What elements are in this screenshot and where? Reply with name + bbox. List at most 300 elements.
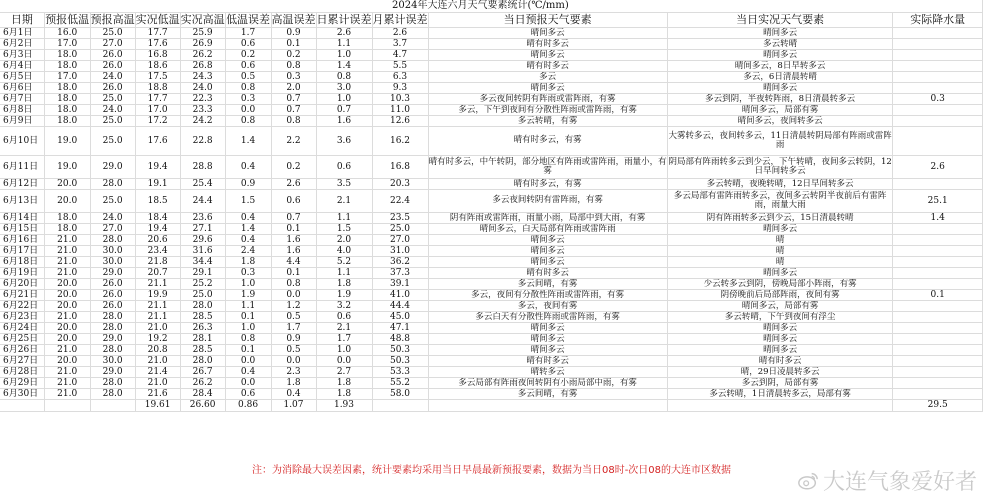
total-cell: 1.93 xyxy=(316,399,372,411)
table-row xyxy=(0,104,983,115)
condition-cell: 晴间多云 xyxy=(667,333,893,344)
value-cell: 25.0 xyxy=(90,93,135,104)
value-cell: 18.5 xyxy=(135,189,180,212)
value-cell: 26.8 xyxy=(180,60,225,71)
date-cell: 6月29日 xyxy=(0,377,44,388)
column-header: 日累计误差 xyxy=(316,12,372,26)
value-cell xyxy=(893,344,983,355)
value-cell: 16.8 xyxy=(372,155,428,178)
condition-cell: 多云间晴，有雾 xyxy=(428,278,667,289)
date-cell: 6月19日 xyxy=(0,267,44,278)
value-cell: 1.7 xyxy=(225,27,271,38)
value-cell: 0.3 xyxy=(225,267,271,278)
value-cell xyxy=(893,377,983,388)
value-cell: 30.0 xyxy=(90,355,135,366)
value-cell xyxy=(893,311,983,322)
value-cell: 50.3 xyxy=(372,355,428,366)
condition-cell: 多云到阴，半夜转阵雨，8日清晨转多云 xyxy=(667,93,893,104)
condition-cell: 晴间多云，夜间转多云 xyxy=(667,115,893,126)
value-cell: 0.8 xyxy=(271,278,316,289)
value-cell: 29.6 xyxy=(180,234,225,245)
value-cell: 0.3 xyxy=(271,71,316,82)
value-cell: 2.2 xyxy=(271,126,316,155)
value-cell: 34.4 xyxy=(180,256,225,267)
value-cell: 21.0 xyxy=(44,388,90,399)
value-cell: 0.0 xyxy=(225,377,271,388)
table-row xyxy=(0,115,983,126)
condition-cell: 晴有时多云 xyxy=(428,267,667,278)
value-cell: 0.6 xyxy=(316,311,372,322)
value-cell: 0.8 xyxy=(271,60,316,71)
value-cell: 1.4 xyxy=(316,60,372,71)
value-cell: 20.0 xyxy=(44,300,90,311)
value-cell xyxy=(893,126,983,155)
value-cell: 45.0 xyxy=(372,311,428,322)
value-cell: 26.0 xyxy=(90,60,135,71)
value-cell: 10.3 xyxy=(372,93,428,104)
total-cell: 0.86 xyxy=(225,399,271,411)
condition-cell: 晴间多云 xyxy=(428,82,667,93)
date-cell: 6月30日 xyxy=(0,388,44,399)
value-cell: 36.2 xyxy=(372,256,428,267)
value-cell: 9.3 xyxy=(372,82,428,93)
value-cell: 1.0 xyxy=(316,344,372,355)
condition-cell: 多云局部有雷阵雨转多云，夜间多云转阴半夜前后有雷阵雨，雨量大雨 xyxy=(667,189,893,212)
value-cell: 20.0 xyxy=(44,289,90,300)
value-cell: 26.0 xyxy=(90,82,135,93)
value-cell: 28.5 xyxy=(180,344,225,355)
value-cell: 17.2 xyxy=(135,115,180,126)
value-cell: 24.0 xyxy=(90,104,135,115)
value-cell: 1.0 xyxy=(316,49,372,60)
value-cell: 2.1 xyxy=(316,322,372,333)
value-cell: 18.6 xyxy=(135,60,180,71)
value-cell: 28.8 xyxy=(180,155,225,178)
value-cell: 39.1 xyxy=(372,278,428,289)
value-cell: 27.0 xyxy=(90,38,135,49)
table-row xyxy=(0,155,983,178)
value-cell: 1.1 xyxy=(316,212,372,223)
value-cell: 25.0 xyxy=(90,126,135,155)
total-cell xyxy=(90,399,135,411)
date-cell: 6月16日 xyxy=(0,234,44,245)
value-cell: 21.0 xyxy=(44,256,90,267)
table-row xyxy=(0,388,983,399)
value-cell: 2.6 xyxy=(372,27,428,38)
value-cell xyxy=(893,333,983,344)
value-cell xyxy=(893,234,983,245)
condition-cell: 多云夜间转阴有雷阵雨，有雾 xyxy=(428,189,667,212)
value-cell: 24.0 xyxy=(90,71,135,82)
value-cell: 5.5 xyxy=(372,60,428,71)
date-cell: 6月24日 xyxy=(0,322,44,333)
value-cell: 0.4 xyxy=(271,388,316,399)
value-cell: 0.0 xyxy=(316,355,372,366)
condition-cell: 多云转晴，1日清晨转多云，局部有雾 xyxy=(667,388,893,399)
value-cell: 24.0 xyxy=(180,82,225,93)
condition-cell: 多云，下午到夜间有分散性阵雨或雷阵雨，有雾 xyxy=(428,104,667,115)
value-cell: 28.4 xyxy=(180,388,225,399)
value-cell: 2.1 xyxy=(316,189,372,212)
value-cell: 0.5 xyxy=(271,344,316,355)
value-cell: 18.0 xyxy=(44,223,90,234)
table-row xyxy=(0,355,983,366)
value-cell: 1.5 xyxy=(225,189,271,212)
table-row xyxy=(0,189,983,212)
date-cell: 6月27日 xyxy=(0,355,44,366)
value-cell: 22.8 xyxy=(180,126,225,155)
value-cell: 0.9 xyxy=(271,27,316,38)
condition-cell: 晴间多云 xyxy=(428,333,667,344)
column-header: 高温误差 xyxy=(271,12,316,26)
value-cell: 3.6 xyxy=(316,126,372,155)
date-cell: 6月11日 xyxy=(0,155,44,178)
value-cell: 21.0 xyxy=(44,366,90,377)
value-cell: 17.0 xyxy=(44,38,90,49)
table-row xyxy=(0,178,983,189)
value-cell: 20.0 xyxy=(44,278,90,289)
weibo-logo-icon xyxy=(797,470,819,492)
date-cell: 6月20日 xyxy=(0,278,44,289)
value-cell xyxy=(893,322,983,333)
date-cell: 6月4日 xyxy=(0,60,44,71)
condition-cell: 晴间多云 xyxy=(428,245,667,256)
value-cell: 26.0 xyxy=(90,49,135,60)
condition-cell: 晴间多云 xyxy=(428,234,667,245)
value-cell: 20.8 xyxy=(135,344,180,355)
value-cell: 0.7 xyxy=(271,93,316,104)
value-cell: 0.8 xyxy=(225,333,271,344)
value-cell: 31.6 xyxy=(180,245,225,256)
value-cell: 48.8 xyxy=(372,333,428,344)
value-cell: 1.4 xyxy=(225,126,271,155)
value-cell: 0.0 xyxy=(271,289,316,300)
value-cell: 18.0 xyxy=(44,104,90,115)
condition-cell: 晴间多云 xyxy=(667,322,893,333)
condition-cell: 晴间多云 xyxy=(428,322,667,333)
value-cell: 17.0 xyxy=(135,104,180,115)
value-cell: 21.0 xyxy=(44,311,90,322)
value-cell: 5.2 xyxy=(316,256,372,267)
value-cell: 28.5 xyxy=(180,311,225,322)
condition-cell: 多云，夜间有雾 xyxy=(428,300,667,311)
condition-cell: 晴间多云 xyxy=(667,223,893,234)
condition-cell: 晴 xyxy=(667,245,893,256)
value-cell: 1.1 xyxy=(225,300,271,311)
value-cell: 21.0 xyxy=(44,245,90,256)
table-row xyxy=(0,234,983,245)
condition-cell: 多云 xyxy=(428,71,667,82)
condition-cell: 晴间多云，局部有雾 xyxy=(667,104,893,115)
date-cell: 6月28日 xyxy=(0,366,44,377)
value-cell: 1.6 xyxy=(271,234,316,245)
value-cell: 21.0 xyxy=(44,377,90,388)
value-cell xyxy=(893,223,983,234)
value-cell: 50.3 xyxy=(372,344,428,355)
value-cell: 24.2 xyxy=(180,115,225,126)
value-cell: 1.0 xyxy=(225,322,271,333)
footnote: 注：为消除最大误差因素，统计要素均采用当日早晨最新预报要素，数据为当日08时-次日08的大连市区数据 xyxy=(251,465,732,476)
value-cell: 26.2 xyxy=(180,49,225,60)
value-cell: 0.0 xyxy=(225,355,271,366)
value-cell: 0.4 xyxy=(225,366,271,377)
value-cell: 37.3 xyxy=(372,267,428,278)
value-cell: 25.9 xyxy=(180,27,225,38)
value-cell: 1.7 xyxy=(271,322,316,333)
value-cell: 21.0 xyxy=(135,377,180,388)
value-cell xyxy=(893,267,983,278)
value-cell: 0.5 xyxy=(225,71,271,82)
value-cell: 17.6 xyxy=(135,38,180,49)
value-cell: 16.2 xyxy=(372,126,428,155)
table-row xyxy=(0,377,983,388)
value-cell: 19.0 xyxy=(44,155,90,178)
value-cell: 27.0 xyxy=(372,234,428,245)
value-cell: 25.0 xyxy=(372,223,428,234)
value-cell: 0.6 xyxy=(271,189,316,212)
value-cell: 21.0 xyxy=(44,234,90,245)
value-cell: 29.1 xyxy=(180,267,225,278)
value-cell: 1.4 xyxy=(225,223,271,234)
date-cell: 6月15日 xyxy=(0,223,44,234)
value-cell: 0.6 xyxy=(225,60,271,71)
value-cell: 19.4 xyxy=(135,223,180,234)
value-cell: 20.0 xyxy=(44,178,90,189)
value-cell: 28.0 xyxy=(90,377,135,388)
value-cell: 25.0 xyxy=(90,189,135,212)
value-cell: 22.4 xyxy=(372,189,428,212)
table-row xyxy=(0,245,983,256)
value-cell: 0.4 xyxy=(225,234,271,245)
value-cell: 19.9 xyxy=(135,289,180,300)
value-cell: 20.0 xyxy=(44,355,90,366)
value-cell: 0.6 xyxy=(225,388,271,399)
value-cell: 0.2 xyxy=(271,49,316,60)
value-cell: 24.4 xyxy=(180,189,225,212)
condition-cell: 多云到阴，局部有雾 xyxy=(667,377,893,388)
value-cell: 19.2 xyxy=(135,333,180,344)
value-cell: 26.9 xyxy=(180,38,225,49)
value-cell: 47.1 xyxy=(372,322,428,333)
value-cell: 20.0 xyxy=(44,333,90,344)
value-cell: 2.4 xyxy=(225,245,271,256)
value-cell: 58.0 xyxy=(372,388,428,399)
value-cell: 26.0 xyxy=(90,300,135,311)
condition-cell: 晴转多云 xyxy=(428,366,667,377)
value-cell: 19.4 xyxy=(135,155,180,178)
date-cell: 6月8日 xyxy=(0,104,44,115)
condition-cell: 多云转晴，有雾 xyxy=(428,115,667,126)
value-cell: 3.5 xyxy=(316,178,372,189)
table-row xyxy=(0,311,983,322)
value-cell xyxy=(893,27,983,38)
date-cell: 6月23日 xyxy=(0,311,44,322)
date-cell: 6月14日 xyxy=(0,212,44,223)
table-row xyxy=(0,27,983,38)
table-row xyxy=(0,126,983,155)
condition-cell: 阴有阵雨转多云到少云，15日清晨转晴 xyxy=(667,212,893,223)
value-cell: 11.0 xyxy=(372,104,428,115)
value-cell xyxy=(893,355,983,366)
value-cell: 18.0 xyxy=(44,115,90,126)
value-cell: 0.1 xyxy=(271,267,316,278)
total-cell: 26.60 xyxy=(180,399,225,411)
table-row xyxy=(0,344,983,355)
value-cell xyxy=(893,104,983,115)
value-cell: 24.0 xyxy=(90,212,135,223)
value-cell xyxy=(893,60,983,71)
value-cell xyxy=(893,278,983,289)
value-cell: 20.6 xyxy=(135,234,180,245)
watermark xyxy=(797,465,977,496)
value-cell: 17.6 xyxy=(135,126,180,155)
value-cell: 21.4 xyxy=(135,366,180,377)
condition-cell: 晴有时多云，中午转阴，部分地区有阵雨或雷阵雨，雨量小，有雾 xyxy=(428,155,667,178)
condition-cell: 阴傍晚前后局部阵雨，夜间有雾 xyxy=(667,289,893,300)
value-cell: 0.1 xyxy=(225,311,271,322)
value-cell: 1.8 xyxy=(316,388,372,399)
value-cell: 1.8 xyxy=(316,377,372,388)
condition-cell: 晴间多云 xyxy=(667,27,893,38)
condition-cell: 阴局部有阵雨转多云到少云，下午转晴，夜间多云转阴，12日早间转多云 xyxy=(667,155,893,178)
condition-cell: 阴有阵雨或雷阵雨，雨量小雨，局部中到大雨，有雾 xyxy=(428,212,667,223)
condition-cell: 多云转晴，下午到夜间有浮尘 xyxy=(667,311,893,322)
column-header: 当日预报天气要素 xyxy=(428,12,667,27)
value-cell xyxy=(893,245,983,256)
header-row xyxy=(0,12,983,27)
value-cell: 0.7 xyxy=(271,212,316,223)
value-cell xyxy=(893,115,983,126)
value-cell: 18.0 xyxy=(44,82,90,93)
value-cell: 1.6 xyxy=(316,115,372,126)
condition-cell: 多云，6日清晨转晴 xyxy=(667,71,893,82)
column-header: 实际降水量 xyxy=(893,12,983,27)
value-cell: 29.0 xyxy=(90,267,135,278)
value-cell: 16.8 xyxy=(135,49,180,60)
value-cell xyxy=(893,178,983,189)
condition-cell: 多云局部有阵雨夜间转阴有小雨局部中雨，有雾 xyxy=(428,377,667,388)
value-cell xyxy=(893,38,983,49)
value-cell: 30.0 xyxy=(90,256,135,267)
date-cell: 6月25日 xyxy=(0,333,44,344)
value-cell: 25.2 xyxy=(180,278,225,289)
value-cell: 23.5 xyxy=(372,212,428,223)
value-cell: 28.0 xyxy=(90,311,135,322)
value-cell: 2.0 xyxy=(316,234,372,245)
table-row xyxy=(0,267,983,278)
value-cell: 44.4 xyxy=(372,300,428,311)
condition-cell: 多云，夜间有分散性阵雨或雷阵雨，有雾 xyxy=(428,289,667,300)
condition-cell: 晴间多云 xyxy=(428,256,667,267)
condition-cell: 晴有时多云，有雾 xyxy=(428,178,667,189)
table-row xyxy=(0,38,983,49)
total-cell: 1.07 xyxy=(271,399,316,411)
value-cell: 20.0 xyxy=(44,322,90,333)
value-cell: 0.7 xyxy=(316,104,372,115)
value-cell: 18.0 xyxy=(44,49,90,60)
condition-cell: 多云转晴 xyxy=(667,38,893,49)
date-cell: 6月12日 xyxy=(0,178,44,189)
value-cell: 21.6 xyxy=(135,388,180,399)
value-cell: 0.1 xyxy=(271,38,316,49)
value-cell: 26.3 xyxy=(180,322,225,333)
value-cell: 1.8 xyxy=(225,256,271,267)
value-cell: 31.0 xyxy=(372,245,428,256)
table-row xyxy=(0,82,983,93)
value-cell: 29.0 xyxy=(90,155,135,178)
value-cell: 18.4 xyxy=(135,212,180,223)
value-cell: 0.4 xyxy=(225,155,271,178)
value-cell: 2.6 xyxy=(893,155,983,178)
value-cell: 27.1 xyxy=(180,223,225,234)
condition-cell: 晴间多云 xyxy=(667,49,893,60)
value-cell: 1.6 xyxy=(271,245,316,256)
value-cell: 21.0 xyxy=(135,355,180,366)
value-cell: 27.0 xyxy=(90,223,135,234)
value-cell: 2.7 xyxy=(316,366,372,377)
date-cell: 6月2日 xyxy=(0,38,44,49)
value-cell: 1.7 xyxy=(316,333,372,344)
value-cell: 4.0 xyxy=(316,245,372,256)
condition-cell: 晴有时多云，有雾 xyxy=(428,126,667,155)
column-header: 实况低温 xyxy=(135,12,180,26)
condition-cell: 晴间多云 xyxy=(667,344,893,355)
date-cell: 6月18日 xyxy=(0,256,44,267)
value-cell: 28.0 xyxy=(180,300,225,311)
value-cell: 2.6 xyxy=(316,27,372,38)
value-cell xyxy=(893,256,983,267)
value-cell: 41.0 xyxy=(372,289,428,300)
value-cell: 0.4 xyxy=(225,212,271,223)
value-cell: 0.6 xyxy=(316,155,372,178)
value-cell: 21.1 xyxy=(135,300,180,311)
date-cell: 6月7日 xyxy=(0,93,44,104)
table-row xyxy=(0,333,983,344)
condition-cell: 晴有时多云 xyxy=(667,355,893,366)
value-cell xyxy=(893,49,983,60)
value-cell: 21.1 xyxy=(135,311,180,322)
table-row xyxy=(0,366,983,377)
condition-cell: 多云转晴，夜晚转晴，12日早间转多云 xyxy=(667,178,893,189)
value-cell: 2.6 xyxy=(271,178,316,189)
value-cell: 0.8 xyxy=(271,115,316,126)
condition-cell: 多云白天有分散性阵雨或雷阵雨，有雾 xyxy=(428,311,667,322)
value-cell: 25.0 xyxy=(90,27,135,38)
value-cell: 17.7 xyxy=(135,93,180,104)
value-cell: 12.6 xyxy=(372,115,428,126)
value-cell: 28.0 xyxy=(180,355,225,366)
value-cell: 20.3 xyxy=(372,178,428,189)
value-cell xyxy=(893,71,983,82)
condition-cell: 晴间多云，局部有雾 xyxy=(667,300,893,311)
value-cell: 0.6 xyxy=(225,38,271,49)
value-cell: 26.2 xyxy=(180,377,225,388)
value-cell: 1.9 xyxy=(316,289,372,300)
value-cell: 19.1 xyxy=(135,178,180,189)
value-cell: 16.0 xyxy=(44,27,90,38)
date-cell: 6月5日 xyxy=(0,71,44,82)
column-header: 月累计误差 xyxy=(372,12,428,26)
value-cell: 0.0 xyxy=(225,104,271,115)
value-cell: 28.0 xyxy=(90,388,135,399)
value-cell: 0.3 xyxy=(225,93,271,104)
value-cell: 28.0 xyxy=(90,178,135,189)
value-cell: 0.8 xyxy=(225,82,271,93)
value-cell: 4.7 xyxy=(372,49,428,60)
table-row xyxy=(0,212,983,223)
condition-cell: 多云间晴，有雾 xyxy=(428,388,667,399)
date-cell: 6月21日 xyxy=(0,289,44,300)
